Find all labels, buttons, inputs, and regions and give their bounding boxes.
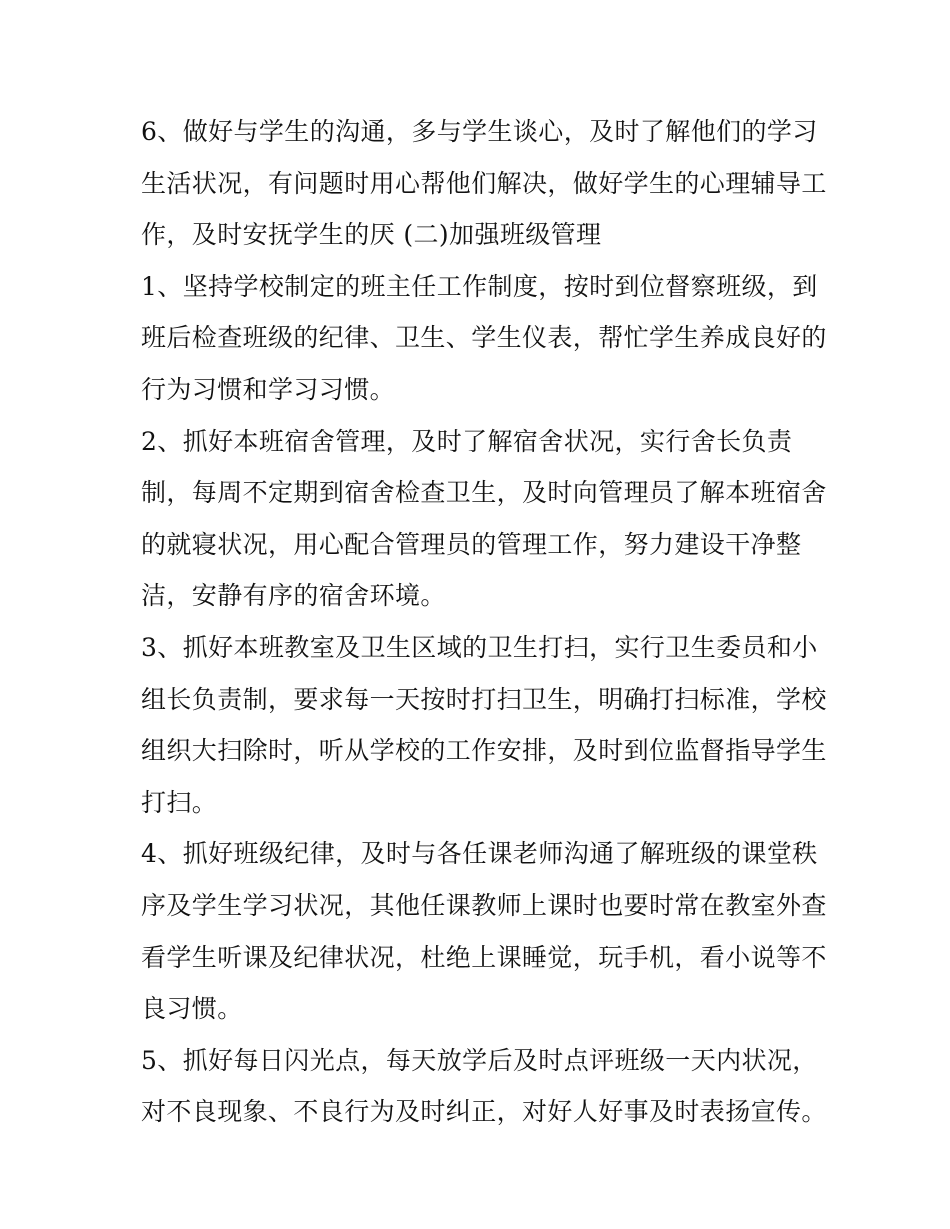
text-line: 的就寝状况，用心配合管理员的管理工作，努力建设干净整 (141, 529, 802, 559)
text-line: 生活状况，有问题时用心帮他们解决，做好学生的心理辅导工 (141, 168, 827, 198)
text-line: 良习惯。 (141, 994, 243, 1024)
text-line: 2、抓好本班宿舍管理，及时了解宿舍状况，实行舍长负责 (141, 426, 793, 456)
text-line: 制，每周不定期到宿舍检查卫生，及时向管理员了解本班宿舍 (141, 478, 827, 508)
text-line: 洁，安静有序的宿舍环境。 (141, 581, 446, 611)
text-line: 行为习惯和学习习惯。 (141, 374, 396, 404)
document-body (141, 106, 827, 1138)
text-line: 看学生听课及纪律状况，杜绝上课睡觉，玩手机，看小说等不 (141, 942, 827, 972)
text-line: 班后检查班级的纪律、卫生、学生仪表，帮忙学生养成良好的 (141, 323, 827, 353)
text-line: 作，及时安抚学生的厌 (二)加强班级管理 (141, 220, 602, 250)
text-line: 6、做好与学生的沟通，多与学生谈心，及时了解他们的学习 (141, 117, 818, 146)
text-line: 组织大扫除时，听从学校的工作安排，及时到位监督指导学生 (141, 736, 827, 766)
text-line: 3、抓好本班教室及卫生区域的卫生打扫，实行卫生委员和小 (141, 632, 818, 662)
text-line: 5、抓好每日闪光点，每天放学后及时点评班级一天内状况， (141, 1045, 818, 1075)
text-line: 对不良现象、不良行为及时纠正，对好人好事及时表扬宣传。 (141, 1097, 827, 1127)
text-line: 4、抓好班级纪律，及时与各任课老师沟通了解班级的课堂秩 (141, 839, 818, 869)
text-line: 打扫。 (141, 787, 218, 817)
text-line: 1、坚持学校制定的班主任工作制度，按时到位督察班级，到 (141, 271, 818, 301)
text-line: 序及学生学习状况，其他任课教师上课时也要时常在教室外查 (141, 890, 827, 920)
text-line: 组长负责制，要求每一天按时打扫卫生，明确打扫标准，学校 (141, 684, 827, 714)
